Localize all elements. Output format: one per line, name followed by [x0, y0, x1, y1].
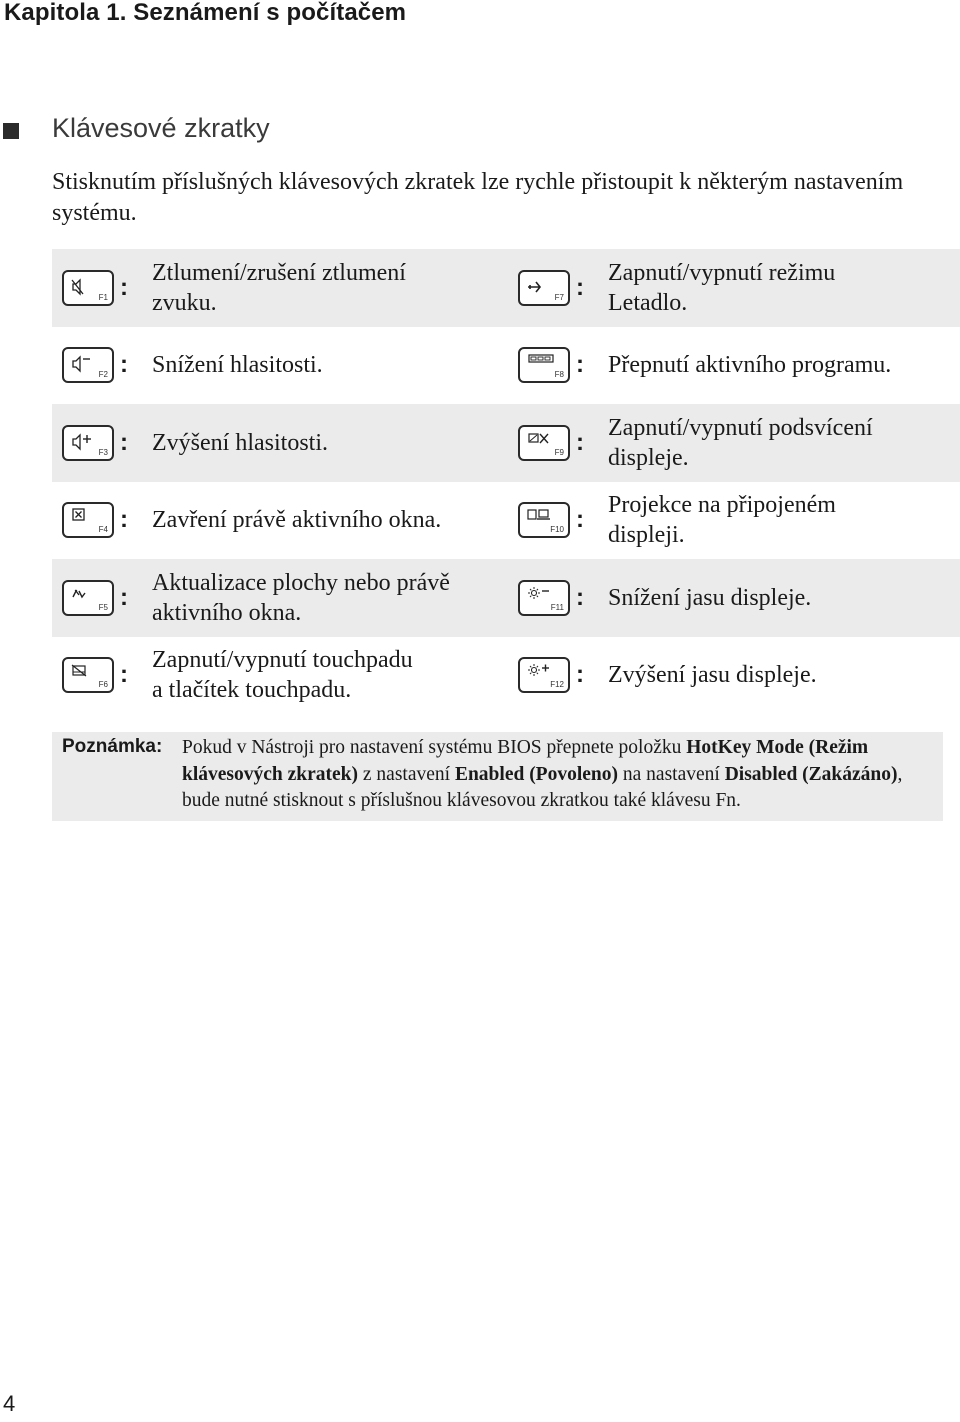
projector-display-icon [518, 502, 570, 538]
colon-separator: : [576, 506, 584, 534]
shortcut-cell-f9 [506, 404, 960, 482]
shortcut-description: Zapnutí/vypnutí touchpadu a tlačítek touchpadu. [152, 647, 413, 704]
shortcut-description: Snížení jasu displeje. [608, 584, 812, 611]
note-box [52, 732, 943, 821]
key-label-f8: F8 [554, 370, 564, 380]
chapter-header: Kapitola 1. Seznámení s počítačem [4, 0, 407, 26]
table-row [52, 327, 960, 405]
shortcut-description: Zvýšení jasu displeje. [608, 662, 817, 689]
shortcut-cell-f1 [52, 249, 506, 327]
key-label-f1: F1 [98, 292, 108, 302]
key-label-f4: F4 [98, 525, 108, 535]
shortcut-description: Zapnutí/vypnutí režimu Letadlo. [608, 259, 836, 316]
colon-separator: : [576, 351, 584, 379]
key-label-f6: F6 [98, 680, 108, 690]
colon-separator: : [576, 273, 584, 301]
table-row [52, 637, 960, 715]
shortcut-description: Snížení hlasitosti. [152, 352, 323, 379]
colon-separator: : [120, 583, 128, 611]
colon-separator: : [576, 583, 584, 611]
section-heading [0, 113, 600, 149]
switch-program-icon [518, 347, 570, 383]
table-row [52, 482, 960, 560]
refresh-icon [62, 580, 114, 616]
key-label-f5: F5 [98, 602, 108, 612]
colon-separator: : [120, 506, 128, 534]
shortcut-description: Ztlumení/zrušení ztlumení zvuku. [152, 259, 406, 316]
key-label-f9: F9 [554, 447, 564, 457]
shortcut-description: Aktualizace plochy nebo právě aktivního okna. [152, 569, 450, 626]
colon-separator: : [120, 661, 128, 689]
shortcut-cell-f10 [506, 482, 960, 560]
shortcut-description: Přepnutí aktivního programu. [608, 352, 892, 379]
shortcut-description: Zavření právě aktivního okna. [152, 507, 442, 534]
shortcut-cell-f8 [506, 327, 960, 405]
shortcut-description: Zvýšení hlasitosti. [152, 429, 328, 456]
speaker-mute-icon [62, 270, 114, 306]
page-number: 4 [3, 1391, 16, 1416]
colon-separator: : [576, 661, 584, 689]
shortcut-cell-f3 [52, 404, 506, 482]
shortcut-cell-f2 [52, 327, 506, 405]
intro-paragraph: Stisknutím příslušných klávesových zkratek lze rychle přistoupit k některým nastavením systému. [52, 169, 904, 226]
table-row [52, 559, 960, 637]
colon-separator: : [576, 428, 584, 456]
shortcut-cell-f6 [52, 637, 506, 715]
brightness-up-icon [518, 657, 570, 693]
volume-up-icon [62, 425, 114, 461]
square-bullet-icon [3, 123, 19, 139]
shortcut-cell-f4 [52, 482, 506, 560]
note-text: Pokud v Nástroji pro nastavení systému BIOS přepnete položku HotKey Mode (Režim klávesových zkratek) z nastavení Enabled (Povoleno) na nastavení Disabled (Zakázáno), bude nutné stisknout s příslušnou klávesovou zkratkou také klávesu Fn. [182, 737, 903, 811]
brightness-down-icon [518, 580, 570, 616]
key-label-f11: F11 [550, 602, 564, 612]
table-row [52, 249, 960, 327]
colon-separator: : [120, 428, 128, 456]
key-label-f7: F7 [554, 292, 564, 302]
key-label-f3: F3 [98, 447, 108, 457]
touchpad-off-icon [62, 657, 114, 693]
shortcut-cell-f5 [52, 559, 506, 637]
shortcut-cell-f12 [506, 637, 960, 715]
shortcut-description: Projekce na připojeném displeji. [608, 492, 836, 549]
key-label-f10: F10 [550, 525, 564, 535]
table-row [52, 404, 960, 482]
colon-separator: : [120, 273, 128, 301]
key-label-f12: F12 [550, 680, 564, 690]
shortcut-table [52, 249, 960, 714]
shortcut-description: Zapnutí/vypnutí podsvícení displeje. [608, 414, 873, 471]
airplane-icon [518, 270, 570, 306]
key-label-f2: F2 [98, 370, 108, 380]
close-window-icon [62, 502, 114, 538]
section-title: Klávesové zkratky [52, 113, 270, 143]
backlight-off-icon [518, 425, 570, 461]
volume-down-icon [62, 347, 114, 383]
shortcut-cell-f7 [506, 249, 960, 327]
note-label: Poznámka: [62, 736, 163, 757]
colon-separator: : [120, 351, 128, 379]
shortcut-cell-f11 [506, 559, 960, 637]
